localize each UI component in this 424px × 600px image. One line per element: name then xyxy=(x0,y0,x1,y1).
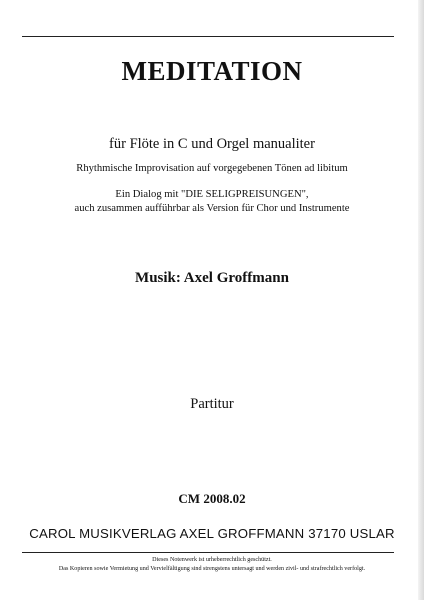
page-edge-shadow xyxy=(418,0,424,600)
top-rule xyxy=(22,36,394,37)
bottom-rule xyxy=(22,552,394,553)
score-type-label: Partitur xyxy=(190,396,234,412)
copyright-notice-line-1: Dieses Notenwerk ist urheberrechtlich geschützt. xyxy=(152,557,272,563)
description-text: Rhythmische Improvisation auf vorgegebenen Tönen ad libitum xyxy=(76,163,348,174)
page-title: MEDITATION xyxy=(121,56,303,86)
instrumentation-subtitle: für Flöte in C und Orgel manualiter xyxy=(109,136,315,152)
composer-credit: Musik: Axel Groffmann xyxy=(135,270,289,286)
publisher-line: CAROL MUSIKVERLAG AXEL GROFFMANN 37170 USLAR xyxy=(29,526,395,541)
dialog-note-line-2: auch zusammen aufführbar als Version für Chor und Instrumente xyxy=(74,203,350,214)
catalog-number: CM 2008.02 xyxy=(178,491,246,506)
dialog-note-line-1: Ein Dialog mit "DIE SELIGPREISUNGEN", xyxy=(115,189,309,200)
copyright-notice-line-2: Das Kopieren sowie Vermietung und Vervielfältigung sind strengstens untersagt und werden zivil- und strafrechtlich verfolgt. xyxy=(58,566,366,572)
